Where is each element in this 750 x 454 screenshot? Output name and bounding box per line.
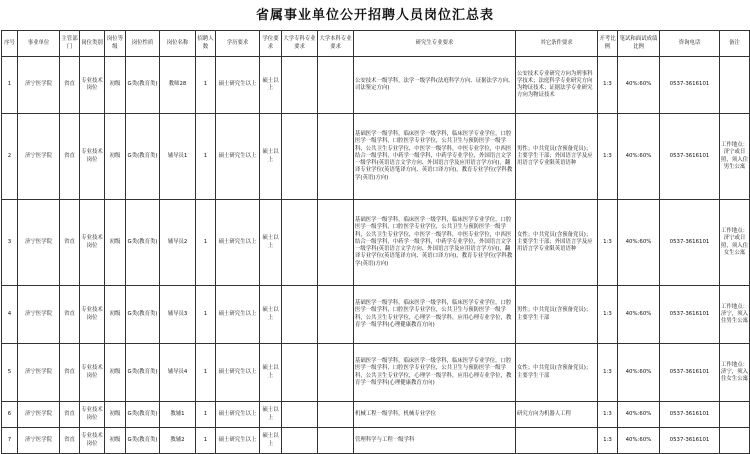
table-cell: 40%:60% [618, 428, 660, 454]
table-cell: 硕士以上 [260, 428, 282, 454]
table-cell: 0537-3616101 [660, 114, 720, 200]
table-cell: 1 [196, 344, 216, 402]
table-cell [318, 57, 354, 114]
table-cell: 硕士研究生以上 [216, 200, 260, 286]
table-cell: 硕士研究生以上 [216, 57, 260, 114]
document-title: 省属事业单位公开招聘人员岗位汇总表 [255, 8, 494, 23]
table-cell: 0537-3616101 [660, 200, 720, 286]
table-cell: 女性；中共党员(含预备党员)；主要学生干部 [516, 344, 598, 402]
table-cell: 硕士以上 [260, 200, 282, 286]
header-cell: 学历要求 [216, 31, 260, 57]
table-cell: 济宁医学院 [18, 200, 60, 286]
table-cell: G类(教育类) [126, 402, 160, 428]
header-cell: 备注 [720, 31, 750, 57]
table-cell: 省直 [60, 402, 80, 428]
table-cell: 40%:60% [618, 114, 660, 200]
table-cell: 40%:60% [618, 200, 660, 286]
table-cell: 辅导员3 [160, 286, 196, 344]
table-cell [516, 428, 598, 454]
table-cell: 6 [2, 402, 18, 428]
table-cell: 专业技术岗位 [80, 286, 105, 344]
table-cell: G类(教育类) [126, 57, 160, 114]
table-cell: 初级 [105, 200, 126, 286]
table-cell: 男性；中共党员(含预备党员)；主要学生干部 [516, 286, 598, 344]
table-cell: 工作地点：济宁或日照，须入住男生公寓 [720, 114, 750, 200]
table-cell: G类(教育类) [126, 428, 160, 454]
table-cell: 专业技术岗位 [80, 114, 105, 200]
header-cell: 岗位等级 [105, 31, 126, 57]
header-cell: 岗位类别 [80, 31, 105, 57]
table-cell: 硕士研究生以上 [216, 428, 260, 454]
table-cell: 硕士研究生以上 [216, 402, 260, 428]
table-cell [318, 286, 354, 344]
header-cell: 大学本科专业要求 [318, 31, 354, 57]
table-cell: 辅导员4 [160, 344, 196, 402]
table-cell: 1 [196, 402, 216, 428]
header-cell: 主管部门 [60, 31, 80, 57]
table-cell: 1:3 [598, 200, 618, 286]
table-cell: 研究方向为机器人工程 [516, 402, 598, 428]
table-cell: G类(教育类) [126, 114, 160, 200]
table-row [2, 114, 750, 200]
table-cell: 济宁医学院 [18, 402, 60, 428]
table-cell: 初级 [105, 286, 126, 344]
table-cell: 济宁医学院 [18, 286, 60, 344]
table-cell: 济宁医学院 [18, 114, 60, 200]
table-cell [720, 57, 750, 114]
table-cell: 辅导员1 [160, 114, 196, 200]
table-cell [282, 200, 318, 286]
header-cell: 招聘人数 [196, 31, 216, 57]
table-cell: 专业技术岗位 [80, 57, 105, 114]
table-cell: 1 [196, 57, 216, 114]
header-cell: 研究生专业要求 [354, 31, 516, 57]
table-cell: 初级 [105, 428, 126, 454]
table-cell: 辅导员2 [160, 200, 196, 286]
table-cell: 1 [196, 200, 216, 286]
table-cell: 1:3 [598, 114, 618, 200]
table-cell: 硕士以上 [260, 114, 282, 200]
table-cell: 0537-3616101 [660, 402, 720, 428]
table-cell: 公安技术专业研究方向为刑事科学技术；法庭科学专业研究方向为物证技术；证据法学专业研究方向为物证技术 [516, 57, 598, 114]
table-cell: 机械工程一级学科，机械专业学位 [354, 402, 516, 428]
table-cell: 省直 [60, 428, 80, 454]
table-cell [282, 114, 318, 200]
table-cell: 40%:60% [618, 286, 660, 344]
header-cell: 大学专科专业要求 [282, 31, 318, 57]
table-cell: 专业技术岗位 [80, 200, 105, 286]
table-cell: 专业技术岗位 [80, 402, 105, 428]
header-cell: 笔试和面试成绩比例 [618, 31, 660, 57]
table-cell: 工作地点：济宁，须入住女生公寓 [720, 344, 750, 402]
table-cell: 教师28 [160, 57, 196, 114]
table-cell: 1 [196, 286, 216, 344]
table-cell: 40%:60% [618, 402, 660, 428]
table-cell [318, 200, 354, 286]
table-cell: 教辅1 [160, 402, 196, 428]
table-row [2, 344, 750, 402]
table-cell: 硕士研究生以上 [216, 344, 260, 402]
positions-table [1, 30, 750, 454]
table-cell [318, 114, 354, 200]
table-cell: 1:3 [598, 402, 618, 428]
table-cell: 3 [2, 200, 18, 286]
table-cell: 教辅2 [160, 428, 196, 454]
table-cell: 0537-3616101 [660, 344, 720, 402]
table-row [2, 286, 750, 344]
table-cell: 基础医学一级学科，临床医学一级学科，临床医学专业学位，口腔医学一级学科，口腔医学专业学位，公共卫生与预防医学一级学科，公共卫生专业学位，中医学一级学科，中医专业学位，中西医结合一级学科，中药学一级学科，中药学专业学位，外国语言文学一级学科(英语语言文学方向、外国语言学及应用语言学方向)，翻译专业学位(英语笔译方向、英语口译方向)，教育专业学位(学科教学(英语)方向) [354, 114, 516, 200]
table-cell [282, 428, 318, 454]
table-cell: 工作地点：济宁或日照，须入住女生公寓 [720, 200, 750, 286]
table-cell: 1:3 [598, 428, 618, 454]
table-cell: 男性；中共党员(含预备党员)；主要学生干部；外国语言学及应用语言学专业限英语语种 [516, 114, 598, 200]
table-cell: 初级 [105, 402, 126, 428]
table-cell: 2 [2, 114, 18, 200]
table-cell: 1:3 [598, 286, 618, 344]
table-row [2, 428, 750, 454]
table-cell: 基础医学一级学科，临床医学一级学科，临床医学专业学位，口腔医学一级学科，口腔医学专业学位，公共卫生与预防医学一级学科，公共卫生专业学位，心理学一级学科，应用心理专业学位，教育学一级学科(心理健康教育方向) [354, 286, 516, 344]
table-cell [318, 428, 354, 454]
table-cell [720, 402, 750, 428]
table-cell: 硕士以上 [260, 402, 282, 428]
table-cell: 初级 [105, 57, 126, 114]
table-cell: 1 [196, 114, 216, 200]
table-cell [720, 428, 750, 454]
table-cell [282, 344, 318, 402]
header-cell: 咨询电话 [660, 31, 720, 57]
table-cell: 省直 [60, 114, 80, 200]
table-cell [282, 57, 318, 114]
table-cell: 工作地点：济宁，须入住男生公寓 [720, 286, 750, 344]
table-cell [282, 286, 318, 344]
table-cell: 40%:60% [618, 57, 660, 114]
table-cell: 1:3 [598, 344, 618, 402]
table-cell: G类(教育类) [126, 344, 160, 402]
table-cell: 硕士以上 [260, 57, 282, 114]
table-cell: 40%:60% [618, 344, 660, 402]
table-cell: 0537-3616101 [660, 428, 720, 454]
table-cell [318, 402, 354, 428]
header-cell: 序号 [2, 31, 18, 57]
table-cell: G类(教育类) [126, 286, 160, 344]
table-row [2, 402, 750, 428]
table-cell: 管理科学与工程一级学科 [354, 428, 516, 454]
table-cell: 公安技术一级学科，法学一级学科(法庭科学方向、证据法学方向、司法鉴定方向) [354, 57, 516, 114]
table-row [2, 200, 750, 286]
table-row [2, 57, 750, 114]
table-cell: 硕士研究生以上 [216, 114, 260, 200]
header-cell: 岗位名称 [160, 31, 196, 57]
header-cell: 事业单位 [18, 31, 60, 57]
table-cell: 省直 [60, 344, 80, 402]
table-cell: 专业技术岗位 [80, 428, 105, 454]
table-cell: 1:3 [598, 57, 618, 114]
table-cell: 济宁医学院 [18, 57, 60, 114]
table-cell: 女性；中共党员(含预备党员)；主要学生干部；外国语言学及应用语言学专业限英语语种 [516, 200, 598, 286]
table-cell: 济宁医学院 [18, 428, 60, 454]
table-cell: 初级 [105, 114, 126, 200]
table-cell: 硕士以上 [260, 286, 282, 344]
table-cell: G类(教育类) [126, 200, 160, 286]
table-cell: 基础医学一级学科，临床医学一级学科，临床医学专业学位，口腔医学一级学科，口腔医学专业学位，公共卫生与预防医学一级学科，公共卫生专业学位，心理学一级学科，应用心理专业学位，教育学一级学科(心理健康教育方向) [354, 344, 516, 402]
table-cell: 0537-3616101 [660, 286, 720, 344]
table-cell: 0537-3616101 [660, 57, 720, 114]
table-cell: 硕士研究生以上 [216, 286, 260, 344]
header-cell: 学位要求 [260, 31, 282, 57]
table-cell: 5 [2, 344, 18, 402]
table-cell: 基础医学一级学科，临床医学一级学科，临床医学专业学位，口腔医学一级学科，口腔医学专业学位，公共卫生与预防医学一级学科，公共卫生专业学位，中医学一级学科，中医专业学位，中西医结合一级学科，中药学一级学科，中药学专业学位，外国语言文学一级学科(英语语言文学方向、外国语言学及应用语言学方向)，翻译专业学位(英语笔译方向、英语口译方向)，教育专业学位(学科教学(英语)方向) [354, 200, 516, 286]
table-cell: 1 [196, 428, 216, 454]
table-cell [282, 402, 318, 428]
table-cell: 济宁医学院 [18, 344, 60, 402]
table-cell: 省直 [60, 200, 80, 286]
table-cell: 硕士以上 [260, 344, 282, 402]
header-cell: 其它条件要求 [516, 31, 598, 57]
table-cell: 4 [2, 286, 18, 344]
table-cell: 专业技术岗位 [80, 344, 105, 402]
table-cell [318, 344, 354, 402]
header-cell: 开考比例 [598, 31, 618, 57]
table-cell: 初级 [105, 344, 126, 402]
header-cell: 岗位性质 [126, 31, 160, 57]
table-cell: 省直 [60, 286, 80, 344]
table-cell: 1 [2, 57, 18, 114]
header-row [2, 31, 750, 57]
table-cell: 省直 [60, 57, 80, 114]
table-cell: 7 [2, 428, 18, 454]
